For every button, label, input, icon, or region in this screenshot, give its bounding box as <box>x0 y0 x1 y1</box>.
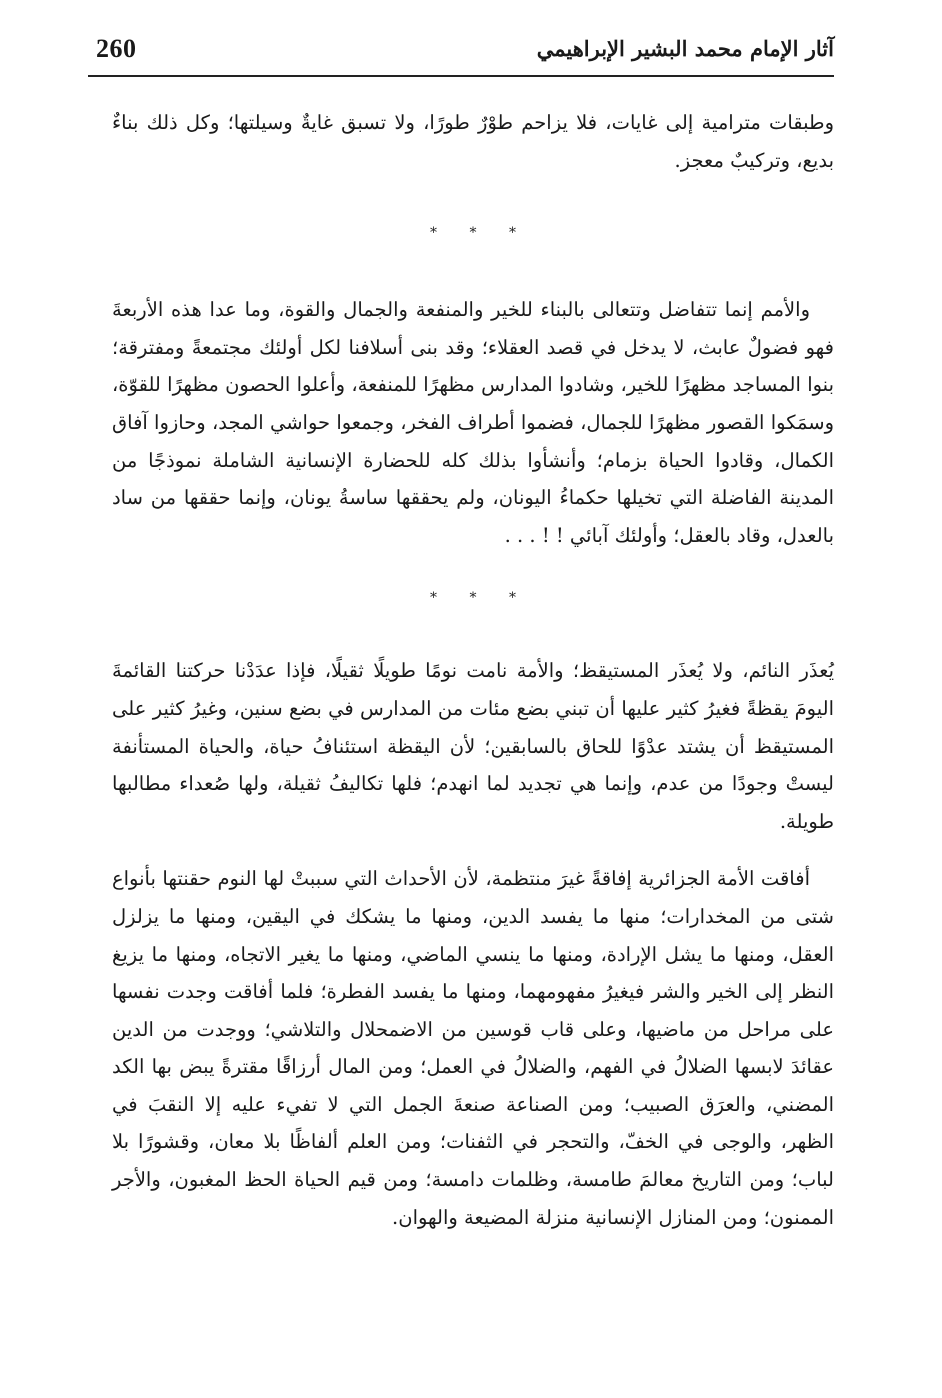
running-header <box>78 28 834 74</box>
paragraph: والأمم إنما تتفاضل وتتعالى بالبناء للخير والمنفعة والجمال والقوة، وما عدا هذه الأربعةَ فهو فضولٌ عابث، لا يدخل في قصد العقلاء؛ وقد بنى أسلافنا لكل أولئك مجتمعةً ومفترقة؛ بنوا المساجد مظهرًا للخير، وشادوا المدارس مظهرًا للمنفعة، وأعلوا الحصون مظهرًا للقوّة، وسمَكوا القصور مظهرًا للجمال، فضموا أطراف الفخر، وجمعوا حواشي المجد، وحازوا آفاق الكمال، وقادوا الحياة بزمام؛ وأنشأوا بذلك كله للحضارة الإنسانية الشاملة نموذجًا من المدينة الفاضلة التي تخيلها حكماءُ اليونان، ولم يحققها ساسةُ يونان، وإنما حققها من ساد بالعدل، وقاد بالعقل؛ وأولئك آبائي ! ! . . . <box>112 298 834 547</box>
paragraph-gap <box>112 840 834 860</box>
section-separator: * * * <box>430 225 530 242</box>
header-divider-line <box>88 75 834 77</box>
paragraph-continued: وطبقات مترامية إلى غايات، فلا يزاحم طوْرٌ طورًا، ولا تسبق غايةٌ وسيلتها؛ وكل ذلك بناءٌ بديع، وتركيبٌ معجز. <box>112 111 834 172</box>
book-title-header: آثار الإمام محمد البشير الإبراهيمي <box>536 36 834 61</box>
page-number: 260 <box>96 34 137 63</box>
section-separator: * * * <box>430 590 530 607</box>
page-body <box>112 104 834 1236</box>
paragraph: أفاقت الأمة الجزائرية إفاقةً غيرَ منتظمة، لأن الأحداث التي سببتْ لها النوم حقنتها بأنواع شتى من المخدارات؛ منها ما يفسد الدين، ومنها ما يشكك في اليقين، ومنها ما يزلزل العقل، ومنها ما يشل الإرادة، ومنها ما ينسي الماضي، ومنها ما يغير الاتجاه، ومنها ما يزيغ النظر إلى الخير والشر فيغيرُ مفهومهما، ومنها ما يفسد الفطرة؛ فلما أفاقت وجدت نفسها على مراحل من ماضيها، وعلى قاب قوسين من الاضمحلال والتلاشي؛ ووجدت من الدين عقائدَ لابسها الضلالُ في الفهم، والضلالُ في العمل؛ ومن المال أرزاقًا مقترةً يبض بها الكد المضني، والعرَق الصبيب؛ ومن الصناعة صنعةَ الجمل التي لا تفيء عليه إلا النقبَ في الظهر، والوجى في الخفّ، والتحجر في الثفنات؛ ومن العلم ألفاظًا بلا معان، وقشورًا بلا لباب؛ ومن التاريخ معالمَ طامسة، وظلمات دامسة؛ ومن قيم الحياة الحظ المغبون، والأجر الممنون؛ ومن المنازل الإنسانية منزلة المضيعة والهوان. <box>112 867 834 1229</box>
paragraph: يُعذَر النائم، ولا يُعذَر المستيقظ؛ والأمة نامت نومًا طويلًا ثقيلًا، فإذا عدَدْنا حركتنا القائمةَ اليومَ يقظةً فغيرُ كثير عليها أن تبني بضع مئات من المدارس في بضع سنين، وغيرُ كثير على المستيقظ أن يشتد عدْوًا للحاق بالسابقين؛ لأن اليقظة استئنافُ حياة، والحياة المستأنفة ليستْ وجودًا من عدم، وإنما هي تجديد لما انهدم؛ فلها تكاليفُ ثقيلة، ولها صُعداء مطالبها طويلة. <box>112 659 834 833</box>
